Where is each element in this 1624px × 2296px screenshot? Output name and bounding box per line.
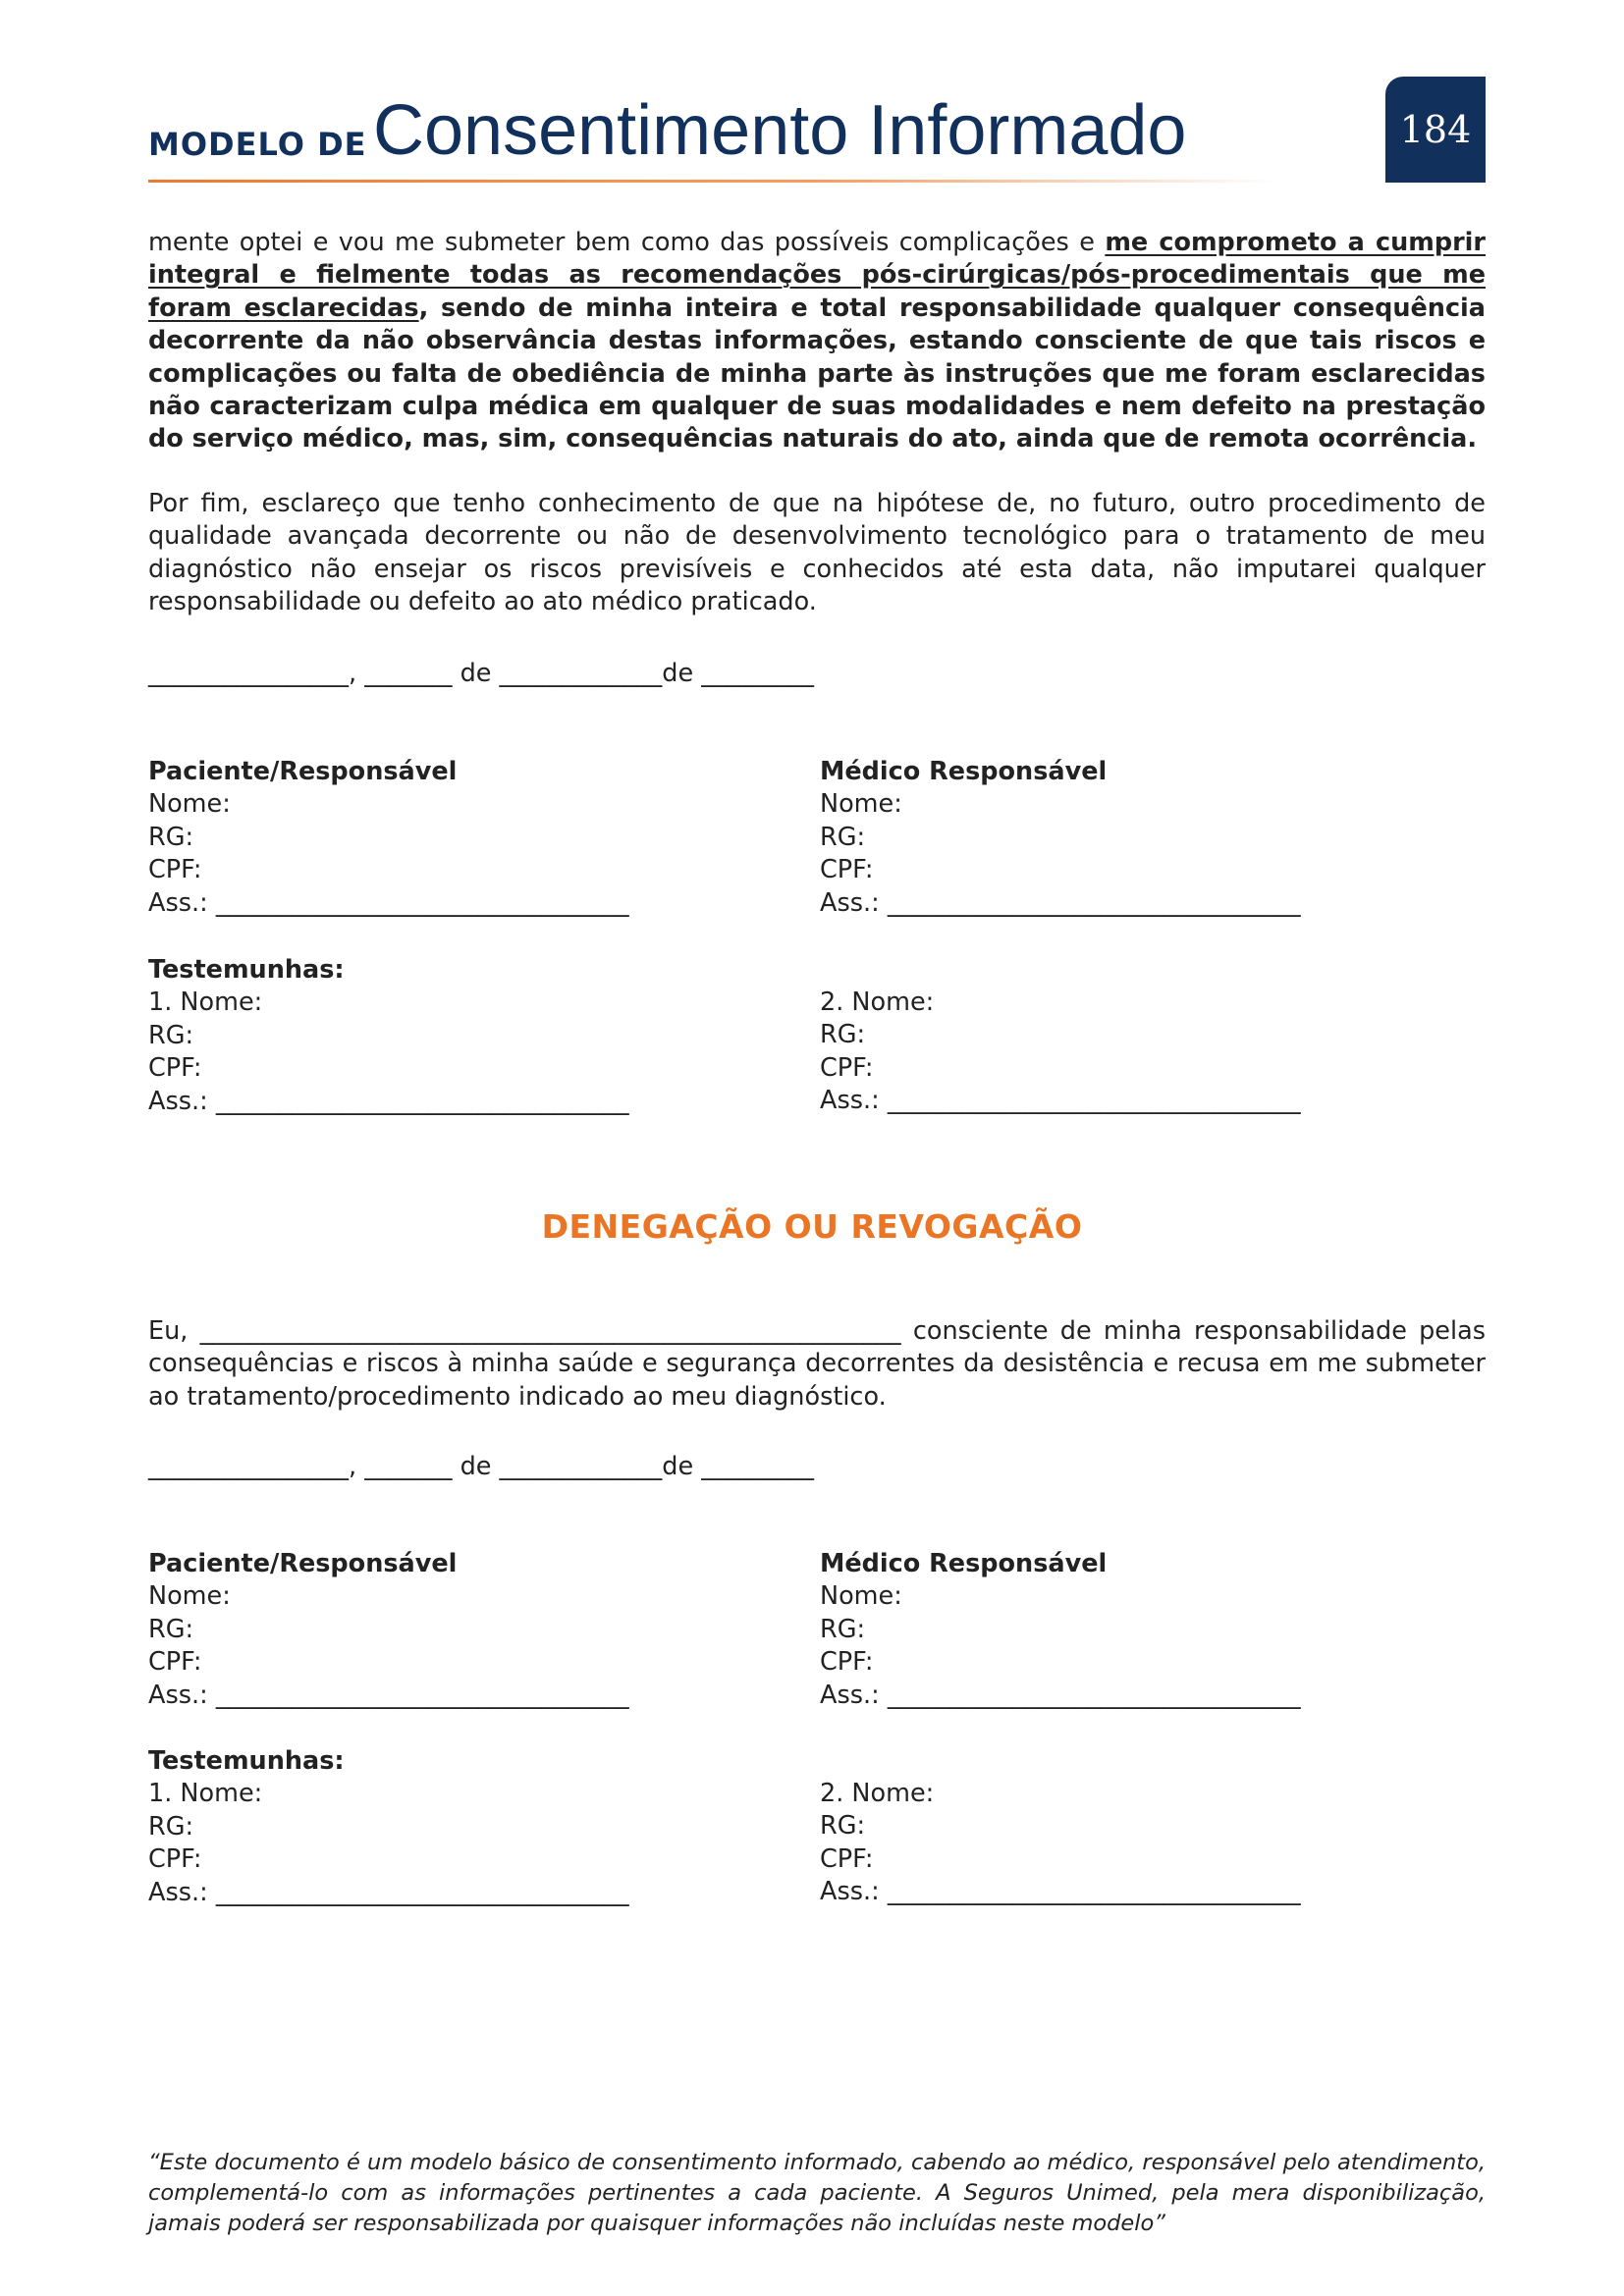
witness-1-rg-field: RG: bbox=[148, 1020, 194, 1050]
revocation-witness-2-block bbox=[820, 1778, 1301, 1909]
page-number-badge bbox=[1385, 77, 1486, 183]
patient-signature-block bbox=[148, 756, 629, 920]
witnesses-heading: Testemunhas: bbox=[148, 955, 345, 985]
footer-disclaimer: “Este documento é um modelo básico de consentimento informado, cabendo ao médico, responsável pelo atendimento, complementá-lo com as informações pertinentes a cada paciente. A Seguros Unimed, pela mera disponibilização, jamais poderá ser responsabilizada por quaisquer informações não incluídas neste modelo” bbox=[148, 2150, 1486, 2236]
witness-2-block bbox=[820, 987, 1301, 1118]
doctor-cpf-field: CPF: bbox=[820, 855, 874, 885]
witness-2-rg-field: RG: bbox=[820, 1811, 866, 1842]
patient-signature-line: Ass.: _________________________________ bbox=[148, 1680, 629, 1710]
patient-rg-field: RG: bbox=[148, 1614, 194, 1644]
patient-heading: Paciente/Responsável bbox=[148, 1549, 458, 1578]
revocation-doctor-signature-block bbox=[820, 1548, 1301, 1712]
witness-1-signature-line: Ass.: _________________________________ bbox=[148, 1086, 629, 1116]
patient-signature-line: Ass.: _________________________________ bbox=[148, 887, 629, 918]
patient-name-field: Nome: bbox=[148, 789, 231, 820]
witness-2-cpf-field: CPF: bbox=[820, 1052, 874, 1083]
doctor-heading: Médico Responsável bbox=[820, 1549, 1108, 1578]
closing-paragraph: Por fim, esclareço que tenho conhecimento de que na hipótese de, no futuro, outro procedimento de qualidade avançada decorrente ou não de desenvolvimento tecnológico para o tratamento de meu diagnóstico não ensejar os riscos previsíveis e conhecidos até esta data, não imputarei qualquer responsabilidade ou defeito ao ato médico praticado. bbox=[148, 489, 1486, 617]
witness-2-signature-line: Ass.: _________________________________ bbox=[820, 1086, 1301, 1116]
doctor-rg-field: RG: bbox=[820, 822, 866, 852]
witness-2-rg-field: RG: bbox=[820, 1020, 866, 1050]
intro-lead: mente optei e vou me submeter bem como das possíveis complicações e bbox=[148, 228, 1106, 257]
patient-name-field: Nome: bbox=[148, 1581, 231, 1612]
date-line: ________________, _______ de _____________de _________ bbox=[148, 659, 815, 688]
patient-cpf-field: CPF: bbox=[148, 855, 202, 885]
witness-2-name-field: 2. Nome: bbox=[820, 988, 935, 1017]
doctor-name-field: Nome: bbox=[820, 789, 902, 820]
doctor-signature-block bbox=[820, 756, 1301, 920]
witness-2-signature-line: Ass.: _________________________________ bbox=[820, 1877, 1301, 1907]
header-prefix: MODELO DE bbox=[148, 126, 367, 163]
doctor-signature-line: Ass.: _________________________________ bbox=[820, 1680, 1301, 1710]
patient-heading: Paciente/Responsável bbox=[148, 757, 458, 786]
witness-1-cpf-field: CPF: bbox=[148, 1053, 202, 1084]
witness-1-name-field: 1. Nome: bbox=[148, 988, 263, 1018]
intro-underlined-commitment: me comprometo a cumprir integral e fielmente todas as recomendações pós-cirúrgicas/pós-procedimentais que me foram esclarecidas bbox=[148, 228, 1487, 323]
intro-responsibility: , sendo de minha inteira e total responsabilidade qualquer consequência decorrente da não observância destas informações, estando consciente de que tais riscos e complicações ou falta de obediência de minha parte às instruções que me foram esclarecidas não caracterizam culpa médica em qualquer de suas modalidades e nem defeito na prestação do serviço médico, mas, sim, consequências naturais do ato, ainda que de remota ocorrência. bbox=[148, 293, 1487, 454]
header-divider bbox=[148, 180, 1277, 183]
doctor-heading: Médico Responsável bbox=[820, 757, 1108, 786]
revocation-paragraph: Eu, ________________________________________________________ consciente de minha responsabilidade pelas consequências e riscos à minha saúde e segurança decorrentes da desistência e recusa em me submeter ao tratamento/procedimento indicado ao meu diagnóstico. bbox=[148, 1316, 1486, 1412]
revocation-witness-1-block bbox=[148, 1745, 629, 1909]
intro-paragraph bbox=[148, 227, 1486, 456]
page-number: 184 bbox=[1399, 108, 1472, 151]
revocation-patient-signature-block bbox=[148, 1548, 629, 1712]
witness-1-rg-field: RG: bbox=[148, 1811, 194, 1842]
patient-cpf-field: CPF: bbox=[148, 1647, 202, 1678]
witness-1-signature-line: Ass.: _________________________________ bbox=[148, 1877, 629, 1907]
revocation-date-line: ________________, _______ de _____________de _________ bbox=[148, 1452, 815, 1481]
patient-rg-field: RG: bbox=[148, 822, 194, 852]
revocation-title: DENEGAÇÃO OU REVOGAÇÃO bbox=[541, 1207, 1083, 1246]
witness-2-cpf-field: CPF: bbox=[820, 1843, 874, 1874]
witness-1-name-field: 1. Nome: bbox=[148, 1779, 263, 1809]
witness-2-name-field: 2. Nome: bbox=[820, 1779, 935, 1808]
page-title: Consentimento Informado bbox=[373, 91, 1187, 170]
witnesses-heading: Testemunhas: bbox=[148, 1746, 345, 1776]
witness-1-block bbox=[148, 954, 629, 1118]
doctor-rg-field: RG: bbox=[820, 1614, 866, 1644]
doctor-name-field: Nome: bbox=[820, 1581, 902, 1612]
witness-1-cpf-field: CPF: bbox=[148, 1844, 202, 1875]
doctor-signature-line: Ass.: _________________________________ bbox=[820, 887, 1301, 918]
doctor-cpf-field: CPF: bbox=[820, 1647, 874, 1678]
